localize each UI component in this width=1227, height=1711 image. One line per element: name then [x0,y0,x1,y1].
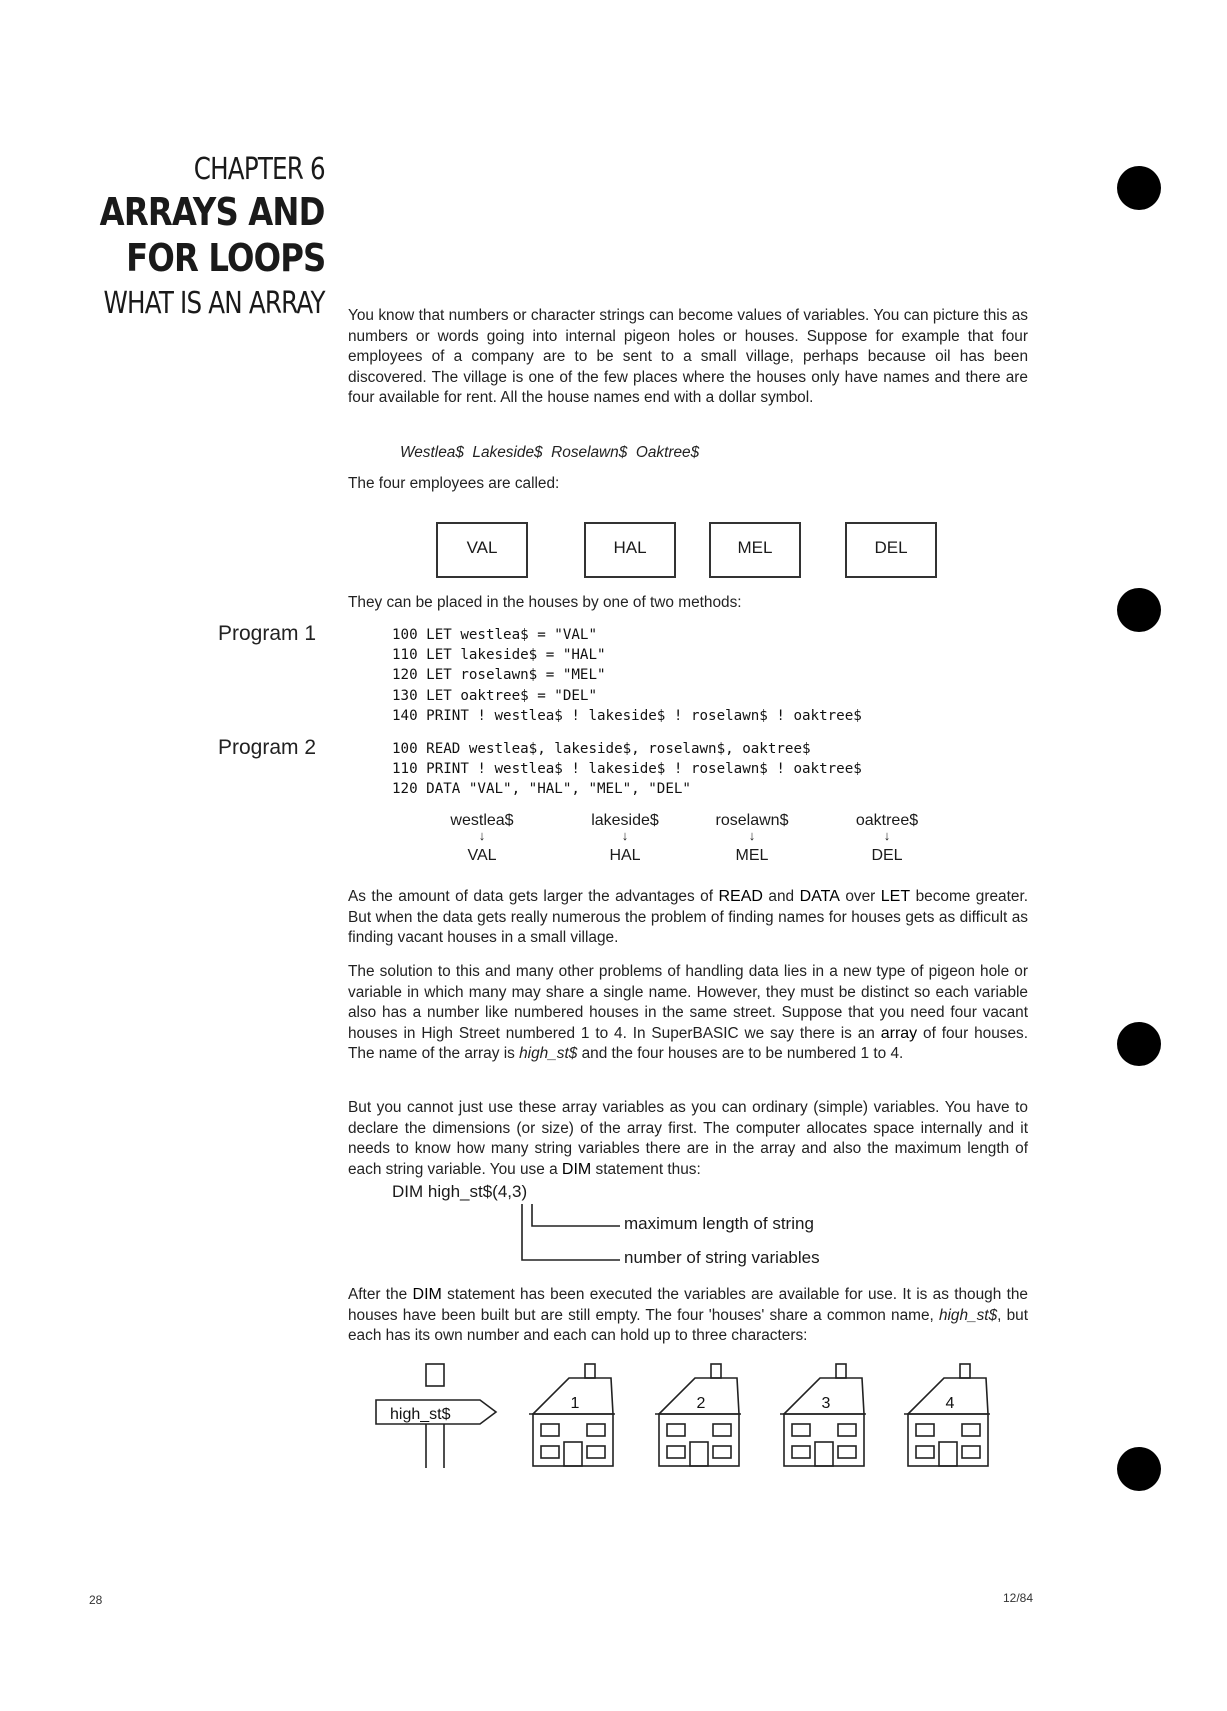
keyword-array: array [880,1024,918,1042]
code-line: 100 READ westlea$, lakeside$, roselawn$, oaktree$ [392,741,811,757]
employee-box-del [845,522,937,578]
keyword-let: LET [880,888,911,905]
employee-name: MEL [737,538,773,557]
mapping-value-hal: HAL [609,847,641,864]
house-icon [780,1364,866,1466]
code-line: 100 LET westlea$ = "VAL" [392,627,597,643]
dim-note-count: number of string variables [624,1248,820,1267]
program-2-code [392,739,862,800]
mapping-value-mel: MEL [735,847,769,864]
house-number-4: 4 [945,1395,955,1412]
methods-intro: They can be placed in the houses by one of two methods: [348,594,742,611]
text-run: of four houses. The name of the array is [348,1024,1028,1062]
page-number: 28 [89,1593,103,1607]
street-illustration [372,1362,1000,1472]
house-icon [655,1364,741,1466]
chapter-title-line-2: FOR LOOPS [125,236,325,280]
street-sign-label: high_st$ [390,1406,451,1423]
punch-hole-icon [1117,1022,1161,1066]
punch-hole-icon [1117,166,1161,210]
employees-intro: The four employees are called: [348,475,560,492]
chapter-label: CHAPTER 6 [193,152,325,187]
code-line: 130 LET oaktree$ = "DEL" [392,687,597,704]
dim-note-max-length: maximum length of string [624,1214,814,1233]
punch-hole-icon [1117,1447,1161,1491]
punch-hole-icon [1117,588,1161,632]
keyword-data: DATA [799,888,840,905]
employee-box-hal [584,522,676,578]
code-line: 120 DATA "VAL", "HAL", "MEL", "DEL" [392,781,691,798]
mapping-var-westlea: westlea$ [450,812,514,829]
code-line: 110 PRINT ! westlea$ ! lakeside$ ! roselawn$ ! oaktree$ [392,761,862,778]
house-number-2: 2 [696,1395,706,1412]
text-run: and the four houses are to be numbered 1 to 4. [577,1045,904,1062]
after-dim-paragraph [348,1285,1028,1347]
read-data-paragraph [348,887,1028,949]
keyword-dim: DIM [412,1286,442,1303]
arrow-down-icon: ↓ [478,828,486,843]
house-names-line: Westlea$ Lakeside$ Roselawn$ Oaktree$ [400,444,700,461]
program-1-code [392,625,862,726]
keyword-read: READ [718,888,763,905]
dim-paragraph [348,1098,1028,1180]
solution-paragraph [348,962,1028,1065]
mapping-value-val: VAL [467,847,497,864]
mapping-var-oaktree: oaktree$ [855,812,919,829]
text-run: statement has been executed the variables are available for use. It is as though the houses have been built but are still empty. The four 'houses' share a common name, [348,1286,1028,1324]
house-number-3: 3 [821,1395,831,1412]
program-2-label: Program 2 [218,736,317,759]
dim-bracket-lines [510,1202,630,1274]
house-number-1: 1 [570,1395,580,1412]
intro-paragraph: You know that numbers or character strings can become values of variables. You can picture this as numbers or words going into internal pigeon holes or houses. Suppose for example that four employees of a company are to be sent to a small village, perhaps because oil has been discovered. The village is one of the few places where the houses only have names and there are four available for rent. All the house names end with a dollar symbol. [348,307,1028,406]
arrow-down-icon: ↓ [748,828,756,843]
text-run: statement thus: [591,1160,701,1178]
employee-name: DEL [874,538,908,557]
chapter-title-line-1: ARRAYS AND [100,190,325,234]
mapping-var-lakeside: lakeside$ [591,812,659,829]
employee-box-mel [709,522,801,578]
arrow-down-icon: ↓ [621,828,629,843]
text-run: , but each has its own number and each can hold up to three characters: [348,1306,1028,1344]
keyword-dim: DIM [561,1160,592,1178]
program-1-label: Program 1 [218,622,317,645]
employee-box-val [436,522,528,578]
text-run: But you cannot just use these array variables as you can ordinary (simple) variables. You have to declare the dimensions (or size) of the array first. The computer allocates space internally and it needs to know how many string variables there are in the array and also the maximum length of each string variable. You use a [348,1099,1028,1178]
text-run: and [762,888,800,905]
text-run: The solution to this and many other problems of handling data lies in a new type of pigeon hole or variable in which many may share a single name. However, they must be distinct so each variable also has a number like numbered houses in the same street. Suppose that you need four vacant houses in High Street numbered 1 to 4. In SuperBASIC we say there is an [348,963,1028,1042]
code-line: 140 PRINT ! westlea$ ! lakeside$ ! roselawn$ ! oaktree$ [392,707,862,724]
dim-statement: DIM high_st$(4,3) [392,1182,528,1201]
text-run: become greater. But when the data gets really numerous the problem of finding names for houses gets as difficult as finding vacant houses in a small village. [348,888,1029,946]
employee-name: HAL [613,538,647,557]
house-icon [904,1364,990,1466]
house-icon [529,1364,615,1466]
footer-date: 12/84 [1003,1591,1034,1605]
array-name: high_st$ [938,1306,998,1324]
arrow-down-icon: ↓ [883,828,891,843]
mapping-value-del: DEL [871,847,903,864]
employee-name: VAL [466,538,498,557]
code-line: 110 LET lakeside$ = "HAL" [392,647,606,664]
code-line: 120 LET roselawn$ = "MEL" [392,667,606,684]
section-heading: WHAT IS AN ARRAY [103,286,325,321]
array-name: high_st$ [519,1045,578,1062]
mapping-var-roselawn: roselawn$ [715,812,789,829]
text-run: After the [348,1286,413,1303]
text-run: over [839,888,881,905]
text-run: As the amount of data gets larger the advantages of [348,888,719,905]
